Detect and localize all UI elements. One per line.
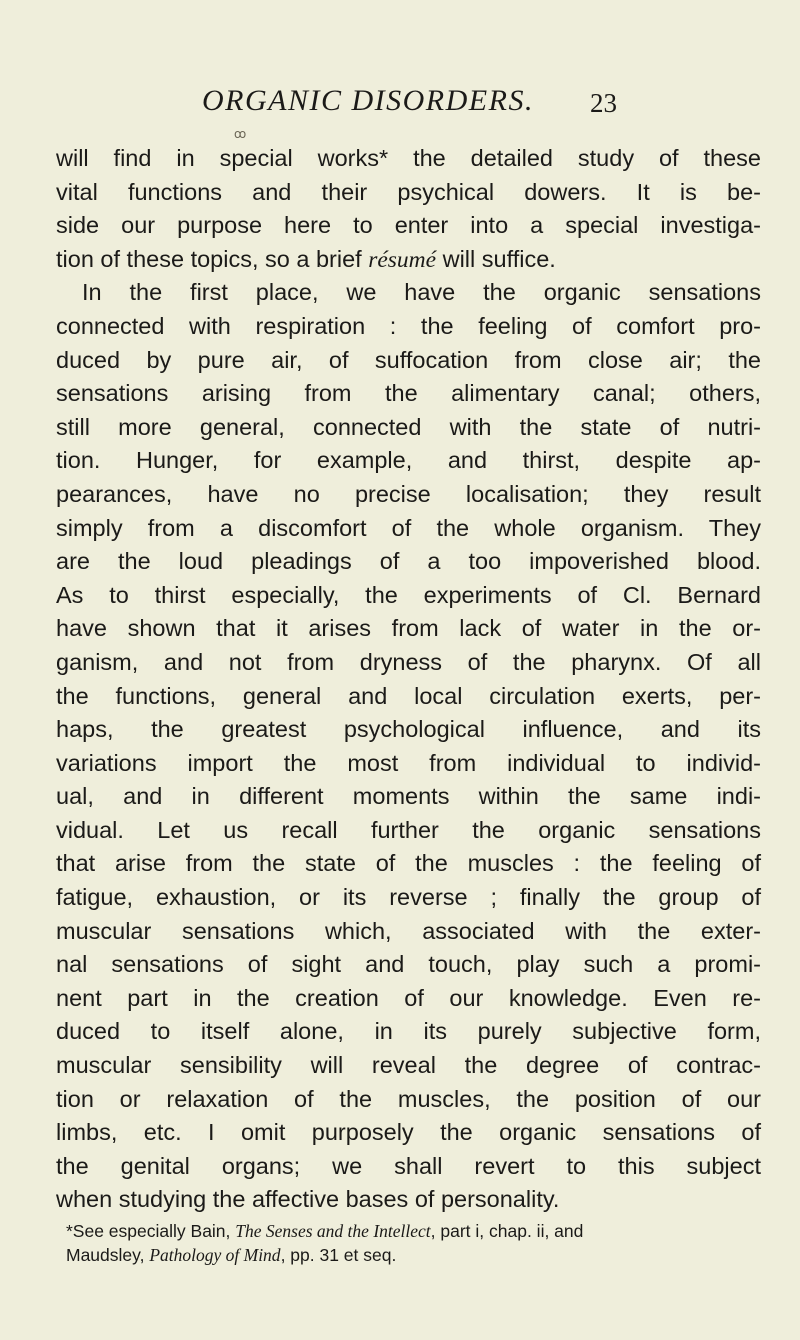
text-line: In the first place, we have the organic sensations bbox=[82, 279, 761, 306]
text-line: nent part in the creation of our knowledge. Even re- bbox=[56, 984, 761, 1011]
text-line: nal sensations of sight and touch, play such a promi- bbox=[56, 951, 761, 978]
text-line: tion or relaxation of the muscles, the position of our bbox=[56, 1085, 761, 1112]
text-line: pearances, have no precise localisation; they result bbox=[56, 480, 761, 507]
text-line: the functions, general and local circulation exerts, per- bbox=[56, 682, 761, 709]
text-line: still more general, connected with the state of nutri- bbox=[56, 413, 761, 440]
text-line: ganism, and not from dryness of the pharynx. Of all bbox=[56, 648, 761, 675]
text-line: vidual. Let us recall further the organic sensations bbox=[56, 816, 761, 843]
text-line: ual, and in different moments within the same indi- bbox=[56, 783, 761, 810]
text-line: fatigue, exhaustion, or its reverse ; finally the group of bbox=[56, 884, 761, 911]
text-line: duced by pure air, of suffocation from close air; the bbox=[56, 346, 761, 373]
running-title: ORGANIC DISORDERS. bbox=[202, 84, 534, 117]
text-line: that arise from the state of the muscles : the feeling of bbox=[56, 850, 761, 877]
text-line: limbs, etc. I omit purposely the organic sensations of bbox=[56, 1119, 761, 1146]
italic-term: résumé bbox=[368, 246, 437, 273]
text-line: sensations arising from the alimentary canal; others, bbox=[56, 380, 761, 407]
text-line: will find in special works* the detailed study of these bbox=[56, 145, 761, 171]
text-line: variations import the most from individual to individ- bbox=[56, 749, 761, 776]
text-line: haps, the greatest psychological influence, and its bbox=[56, 716, 761, 743]
footnote-line: Maudsley, Pathology of Mind, pp. 31 et seq. bbox=[66, 1245, 397, 1265]
text-line: tion of these topics, so a brief résumé will suffice. bbox=[56, 245, 556, 273]
page-number: 23 bbox=[590, 88, 617, 118]
text-line: muscular sensations which, associated with the exter- bbox=[56, 917, 761, 944]
text-line: are the loud pleadings of a too impoverished blood. bbox=[56, 548, 761, 575]
text-line: the genital organs; we shall revert to this subject bbox=[56, 1152, 761, 1179]
text-line: simply from a discomfort of the whole organism. They bbox=[56, 514, 761, 541]
footnote-line: *See especially Bain, The Senses and the Intellect, part i, chap. ii, and bbox=[66, 1221, 584, 1241]
footnote-book-title: The Senses and the Intellect bbox=[235, 1221, 431, 1241]
text-line: muscular sensibility will reveal the degree of contrac- bbox=[56, 1052, 761, 1079]
text-line: connected with respiration : the feeling of comfort pro- bbox=[56, 312, 761, 339]
stray-mark: ꝏ bbox=[234, 127, 247, 141]
text-line: when studying the affective bases of personality. bbox=[56, 1186, 560, 1213]
text-line: have shown that it arises from lack of water in the or- bbox=[56, 615, 761, 642]
footnote-book-title: Pathology of Mind bbox=[149, 1245, 281, 1265]
text-line: vital functions and their psychical dowers. It is be- bbox=[56, 178, 761, 205]
text-line: side our purpose here to enter into a special investiga- bbox=[56, 212, 761, 239]
text-line: As to thirst especially, the experiments of Cl. Bernard bbox=[56, 581, 761, 608]
text-line: duced to itself alone, in its purely subjective form, bbox=[56, 1018, 761, 1045]
footnote bbox=[66, 1219, 761, 1267]
text-line: tion. Hunger, for example, and thirst, despite ap- bbox=[56, 447, 761, 474]
body-paragraphs bbox=[56, 142, 761, 1217]
